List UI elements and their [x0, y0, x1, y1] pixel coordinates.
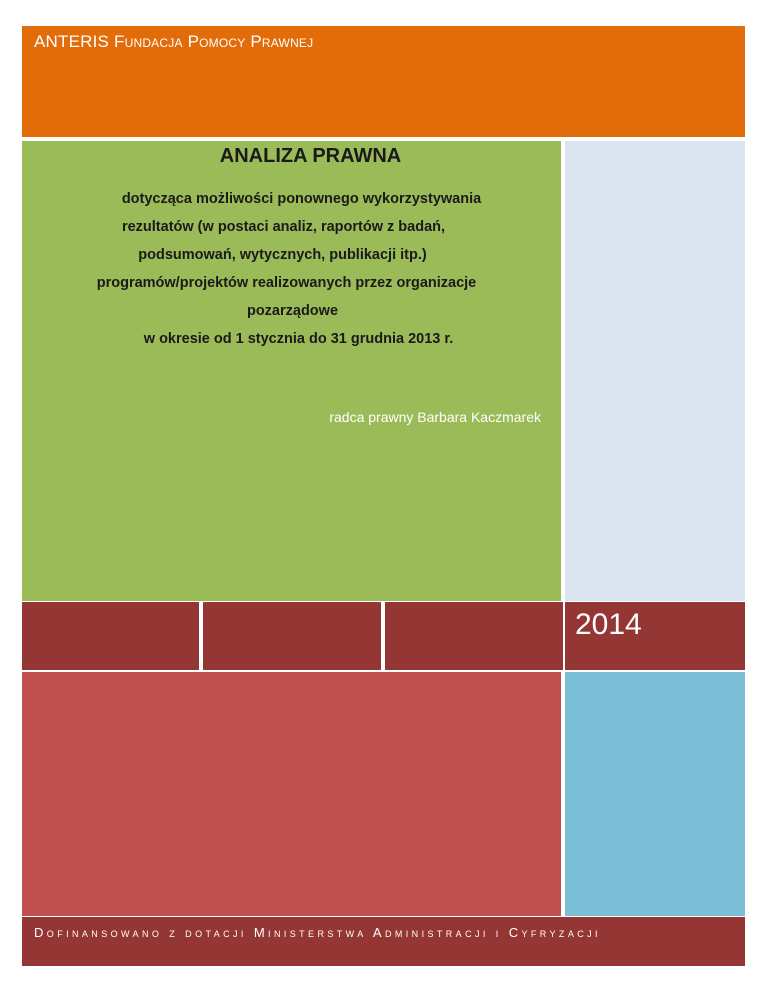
year-block	[565, 602, 745, 670]
decorative-block-red	[22, 672, 563, 916]
cover-page	[22, 26, 745, 966]
document-subtitle	[22, 185, 563, 353]
funding-note: Dofinansowano z dotacji Ministerstwa Administracji i Cyfryzacji	[34, 925, 601, 940]
publication-year: 2014	[575, 608, 642, 641]
decorative-block-dark	[203, 602, 383, 670]
header-band	[22, 26, 745, 139]
decorative-block-dark	[385, 602, 565, 670]
document-title: ANALIZA PRAWNA	[219, 145, 402, 167]
organization-name: ANTERIS Fundacja Pomocy Prawnej	[34, 32, 314, 51]
subtitle-line: podsumowań, wytycznych, publikacji itp.)	[138, 247, 427, 263]
subtitle-line: pozarządowe	[246, 303, 339, 319]
subtitle-line: rezultatów (w postaci analiz, raportów z badań,	[121, 219, 446, 235]
decorative-block-dark	[22, 602, 201, 670]
footer-band	[22, 917, 745, 966]
subtitle-line: dotycząca możliwości ponownego wykorzystywania	[121, 191, 482, 207]
subtitle-line: programów/projektów realizowanych przez organizacje	[96, 275, 477, 291]
subtitle-line: w okresie od 1 stycznia do 31 grudnia 2013 r.	[143, 331, 454, 347]
title-block	[22, 141, 563, 601]
author-name: radca prawny Barbara Kaczmarek	[329, 409, 541, 425]
decorative-block-light	[565, 141, 745, 601]
decorative-block-blue	[565, 672, 745, 916]
